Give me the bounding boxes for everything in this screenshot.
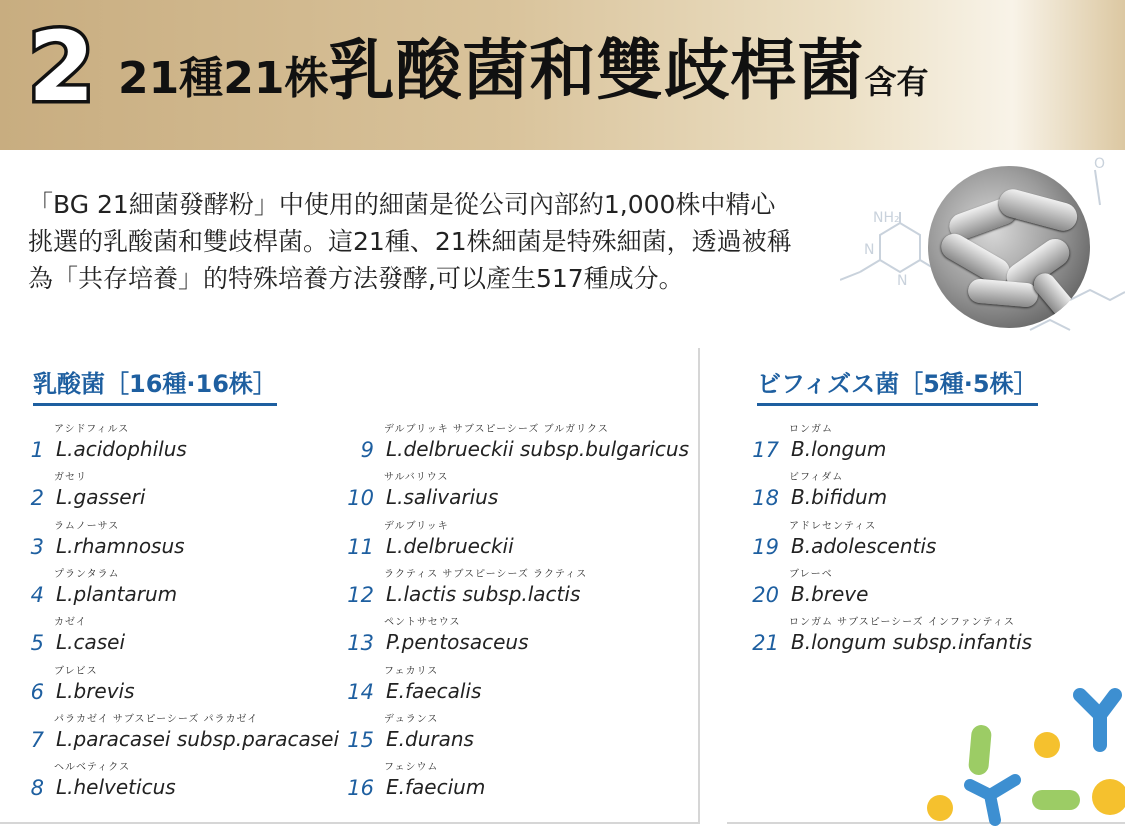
item-number: 3: [30, 534, 44, 559]
item-scientific-name: L.acidophilus: [56, 437, 187, 461]
item-katakana: ガセリ: [54, 472, 87, 484]
item-katakana: ラムノーサス: [54, 520, 120, 532]
item-number: 15: [347, 727, 374, 752]
item-katakana: デルブリッキ サブスピーシーズ ブルガリクス: [384, 424, 609, 435]
item-katakana: デュランス: [384, 713, 439, 725]
item-katakana: ロンガム: [789, 424, 833, 435]
item-number: 17: [752, 438, 779, 462]
item-number: 12: [347, 582, 374, 607]
item-katakana: ヘルベティクス: [54, 762, 131, 774]
item-scientific-name: L.rhamnosus: [56, 533, 185, 558]
item-scientific-name: L.helveticus: [56, 775, 176, 800]
item-number: 18: [752, 486, 779, 511]
item-number: 5: [30, 631, 44, 656]
item-katakana: アドレセンティス: [789, 520, 877, 532]
item-katakana: サルバリウス: [384, 472, 449, 484]
item-katakana: プランタラム: [54, 568, 120, 580]
item-number: 2: [30, 486, 44, 511]
item-number: 4: [30, 582, 44, 607]
item-number: 16: [347, 776, 374, 801]
item-scientific-name: B.longum subsp.infantis: [791, 630, 1033, 655]
lactic-heading: 乳酸菌［16種·16株］: [33, 364, 277, 406]
item-number: 1: [30, 438, 44, 462]
item-katakana: ビフィダム: [789, 472, 844, 484]
title-prefix: 21種21株: [118, 53, 329, 104]
item-scientific-name: L.paracasei subsp.paracasei: [56, 726, 340, 751]
item-number: 11: [347, 534, 374, 559]
item-number: 8: [30, 776, 44, 801]
item-number: 6: [30, 679, 44, 704]
item-katakana: フェシウム: [384, 762, 439, 774]
item-number: 21: [752, 631, 779, 656]
item-katakana: デルブリッキ: [384, 520, 449, 532]
svg-text:N: N: [897, 273, 908, 289]
item-scientific-name: B.longum: [791, 437, 887, 461]
item-scientific-name: L.plantarum: [56, 581, 178, 606]
item-scientific-name: B.breve: [791, 581, 869, 606]
item-scientific-name: P.pentosaceus: [386, 630, 529, 655]
item-katakana: カゼイ: [54, 617, 87, 629]
item-scientific-name: L.brevis: [56, 678, 135, 703]
intro-paragraph: 「BG 21細菌發酵粉」中使用的細菌是從公司內部約1,000株中精心挑選的乳酸菌和雙歧桿菌。這21種、21株細菌是特殊細菌，透過被稱為「共存培養」的特殊培養方法發酵,可以產生517種成分。: [28, 190, 792, 293]
item-katakana: ラクティス サブスピーシーズ ラクティス: [384, 568, 588, 580]
svg-text:O: O: [1094, 156, 1106, 172]
section-number: 2: [28, 11, 95, 123]
item-number: 19: [752, 534, 779, 559]
title-main: 乳酸菌和雙歧桿菌: [328, 32, 865, 109]
item-scientific-name: L.lactis subsp.lactis: [386, 581, 581, 606]
molecule-label: NH₂: [873, 210, 900, 226]
item-number: 7: [30, 727, 44, 752]
item-scientific-name: E.faecalis: [386, 678, 482, 703]
item-katakana: フェカリス: [384, 665, 439, 677]
item-scientific-name: B.adolescentis: [791, 533, 937, 558]
item-scientific-name: L.delbrueckii: [386, 533, 514, 558]
item-scientific-name: L.delbrueckii subsp.bulgaricus: [386, 437, 690, 461]
item-katakana: ロンガム サブスピーシーズ インファンティス: [789, 617, 1015, 629]
section-title: [118, 26, 928, 133]
item-scientific-name: L.salivarius: [386, 485, 499, 510]
item-scientific-name: E.durans: [386, 726, 474, 751]
bifido-heading: ビフィズス菌［5種·5株］: [757, 364, 1038, 406]
item-katakana: ペントサセウス: [384, 617, 461, 629]
item-number: 14: [347, 679, 374, 704]
item-scientific-name: L.gasseri: [56, 485, 146, 510]
lactic-acid-bacteria-panel: [0, 348, 700, 824]
item-scientific-name: L.casei: [56, 630, 126, 655]
item-katakana: アシドフィルス: [54, 424, 130, 435]
item-katakana: パラカゼイ サブスピーシーズ パラカゼイ: [54, 713, 259, 725]
item-scientific-name: E.faecium: [386, 775, 486, 800]
item-number: 20: [752, 582, 779, 607]
item-number: 13: [347, 631, 374, 656]
item-scientific-name: B.bifidum: [791, 485, 888, 510]
item-number: 10: [347, 486, 374, 511]
svg-text:N: N: [864, 242, 875, 258]
bacteria-micrograph: [928, 166, 1090, 328]
item-number: 9: [360, 438, 374, 462]
decorative-bacteria-shapes: [920, 685, 1125, 827]
item-katakana: ブレビス: [54, 665, 98, 677]
title-suffix: 含有: [864, 63, 929, 101]
header-banner: [0, 0, 1125, 150]
item-katakana: ブレーベ: [789, 568, 833, 580]
